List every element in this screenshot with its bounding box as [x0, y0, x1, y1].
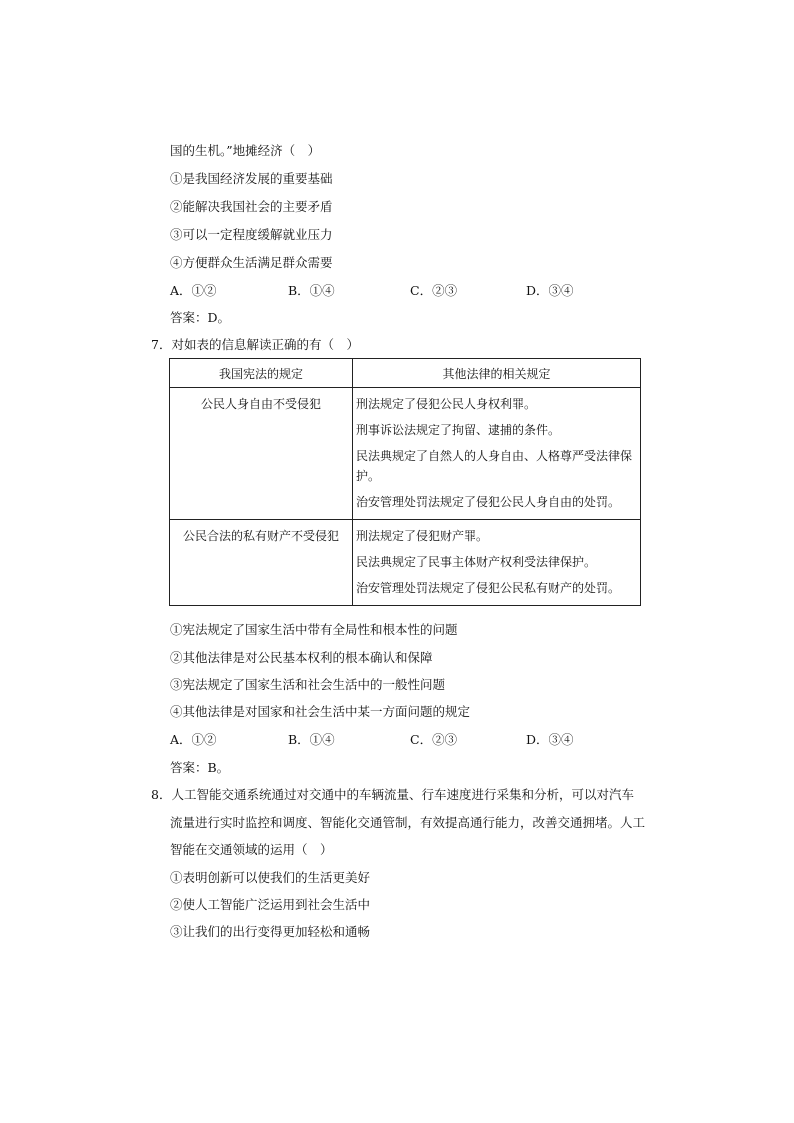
q8-item-3: ③让我们的出行变得更加轻松和通畅 — [170, 924, 371, 939]
table-cell-constitution: 公民合法的私有财产不受侵犯 — [170, 520, 353, 606]
q7-item-3: ③宪法规定了国家生活和社会生活中的一般性问题 — [170, 677, 446, 692]
q8-stem-line-1: 8．人工智能交通系统通过对交通中的车辆流量、行车速度进行采集和分析，可以对汽车 — [151, 787, 634, 802]
q6-item-1: ①是我国经济发展的重要基础 — [170, 171, 333, 186]
table-cell-constitution: 公民人身自由不受侵犯 — [170, 388, 353, 520]
table-cell-other-laws — [353, 388, 641, 520]
law-provision: 民法典规定了自然人的人身自由、人格尊严受法律保 — [356, 449, 633, 463]
q6-option-d: D．③④ — [526, 283, 574, 298]
table-row — [170, 520, 641, 606]
q6-item-4: ④方便群众生活满足群众需要 — [170, 255, 333, 270]
law-provision: 护。 — [356, 469, 381, 483]
q7-option-a: A．①② — [170, 732, 217, 747]
law-provision: 刑法规定了侵犯公民人身权利罪。 — [356, 397, 537, 411]
q7-option-c: C．②③ — [410, 732, 458, 747]
q8-item-2: ②使人工智能广泛运用到社会生活中 — [170, 897, 371, 912]
q8-stem-line-3: 智能在交通领域的运用（ ） — [170, 842, 333, 857]
table-row — [170, 388, 641, 520]
table-header-constitution: 我国宪法的规定 — [170, 359, 353, 388]
q7-option-d: D．③④ — [526, 732, 574, 747]
q6-item-2: ②能解决我国社会的主要矛盾 — [170, 199, 333, 214]
law-comparison-table — [169, 358, 641, 606]
q7-answer: 答案：B。 — [170, 760, 230, 775]
q6-option-a: A．①② — [170, 283, 217, 298]
q6-answer: 答案：D。 — [170, 310, 231, 325]
q7-option-b: B．①④ — [288, 732, 335, 747]
q7-item-1: ①宪法规定了国家生活中带有全局性和根本性的问题 — [170, 622, 458, 637]
q6-option-c: C．②③ — [410, 283, 458, 298]
law-provision: 治安管理处罚法规定了侵犯公民人身自由的处罚。 — [356, 495, 621, 509]
law-provision: 刑法规定了侵犯财产罪。 — [356, 529, 489, 543]
q7-stem: 7．对如表的信息解读正确的有（ ） — [151, 337, 359, 352]
table-header-other-laws: 其他法律的相关规定 — [353, 359, 641, 388]
law-provision: 民法典规定了民事主体财产权利受法律保护。 — [356, 555, 597, 569]
q6-item-3: ③可以一定程度缓解就业压力 — [170, 227, 333, 242]
q8-item-1: ①表明创新可以使我们的生活更美好 — [170, 870, 371, 885]
law-provision: 治安管理处罚法规定了侵犯公民私有财产的处罚。 — [356, 581, 621, 595]
q7-item-2: ②其他法律是对公民基本权利的根本确认和保障 — [170, 650, 433, 665]
law-provision: 刑事诉讼法规定了拘留、逮捕的条件。 — [356, 423, 561, 437]
table-header-row — [170, 359, 641, 388]
q8-stem-line-2: 流量进行实时监控和调度、智能化交通管制，有效提高通行能力，改善交通拥堵。人工 — [170, 815, 646, 830]
table-cell-other-laws — [353, 520, 641, 606]
q6-stem-tail: 国的生机。”地摊经济（ ） — [170, 143, 321, 158]
q6-option-b: B．①④ — [288, 283, 335, 298]
q7-item-4: ④其他法律是对国家和社会生活中某一方面问题的规定 — [170, 704, 471, 719]
